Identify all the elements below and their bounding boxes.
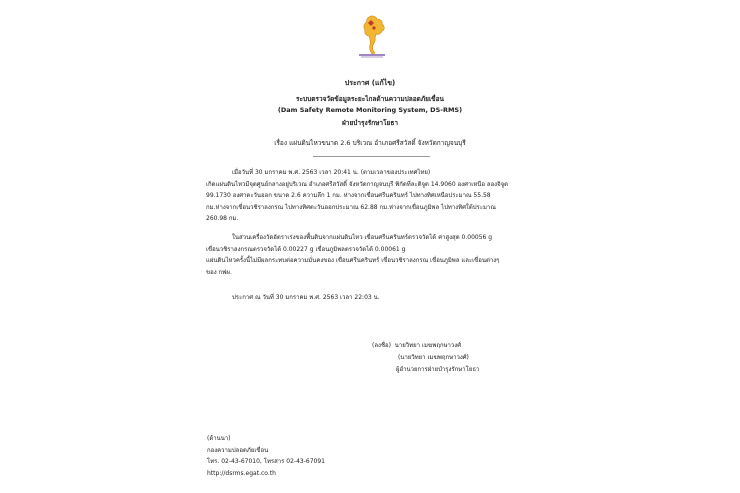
paragraph-line: เมื่อวันที่ 30 มกราคม พ.ศ. 2563 เวลา 20:41 น. (ตามเวลาของประเทศไทย) (232, 169, 431, 176)
subject-text: แผ่นดินไหวขนาด 2.6 บริเวณ อำเภอศรีสวัสดิ์ จังหวัดกาญจนบุรี (289, 139, 466, 147)
paragraph-measurements (206, 232, 500, 278)
system-name-thai: ระบบตรวจวัดข้อมูลระยะไกลด้านความปลอดภัยเขื่อน (296, 95, 444, 103)
department-name: ฝ่ายบำรุงรักษาโยธา (342, 119, 398, 127)
contact-division: กองความปลอดภัยเขื่อน (207, 446, 269, 454)
contact-phone: โทร. 02-43-67010, โทรสาร 02-43-67091 (207, 458, 325, 465)
paragraph-line: เกิดแผ่นดินไหวมีจุดศูนย์กลางอยู่บริเวณ อำเภอศรีสวัสดิ์ จังหวัดกาญจนบุรี พิกัดที่ละติจูด 14.9060 องศาเหนือ ลองจิจูด (206, 180, 509, 188)
signature-line (372, 340, 479, 352)
signer-name-paren: (นายวิทยา เมฆพฤกษาวงศ์) (398, 354, 469, 361)
contact-block (207, 433, 325, 479)
paragraph-event (206, 167, 509, 225)
signer-position: ผู้อำนวยการฝ่ายบำรุงรักษาโยธา (396, 366, 480, 373)
announcement-title: ประกาศ (แก้ไข) (344, 79, 396, 87)
divider (313, 156, 430, 157)
subject-line (0, 138, 740, 148)
contact-url[interactable]: http://dsrms.egat.co.th (207, 469, 276, 477)
contact-heading: (ด้านนา) (207, 435, 231, 442)
thailand-map-logo (354, 14, 390, 58)
announced-datetime: ประกาศ ณ วันที่ 30 มกราคม พ.ศ. 2563 เวลา 22:03 น. (232, 294, 380, 301)
paragraph-line: 99.1730 องศาตะวันออก ขนาด 2.6 ความลึก 1 กม. ห่างจากเขื่อนศรีนครินทร์ ไปทางทิศเหนือประมาณ 55.58 (206, 192, 491, 199)
paragraph-line: แผ่นดินไหวครั้งนี้ไม่มีผลกระทบต่อความมั่นคงของ เขื่อนศรีนครินทร์ เขื่อนวชิราลงกรณ เขื่อนภูมิพล และเขื่อนต่างๆ (206, 257, 500, 264)
paragraph-line: 260.98 กม. (206, 215, 239, 222)
paragraph-line: กม.ห่างจากเขื่อนวชิราลงกรณ ไปทางทิศตะวันออกประมาณ 62.88 กม.ห่างจากเขื่อนภูมิพล ไปทางทิศใต้ประมาณ (206, 203, 496, 211)
paragraph-line: เขื่อนวชิราลงกรณตรวจวัดได้ 0.00227 g เขื่อนภูมิพลตรวจวัดได้ 0.00061 g (206, 245, 406, 253)
signed-label: (ลงชื่อ) (372, 342, 391, 349)
signer-name: นายวิทยา เมฆพฤกษาวงศ์ (394, 342, 462, 349)
paragraph-line: ของ กฟผ. (206, 268, 232, 276)
subject-label: เรื่อง (274, 139, 287, 147)
signature-block (372, 340, 479, 376)
paragraph-line: ในส่วนเครื่องวัดอัตราเร่งของพื้นดินจากแผ่นดินไหว เขื่อนศรีนครินทร์ตรวจวัดได้ ค่าสูงสุด 0.00056 g (232, 234, 493, 241)
system-name-english: (Dam Safety Remote Monitoring System, DS-RMS) (277, 106, 463, 114)
